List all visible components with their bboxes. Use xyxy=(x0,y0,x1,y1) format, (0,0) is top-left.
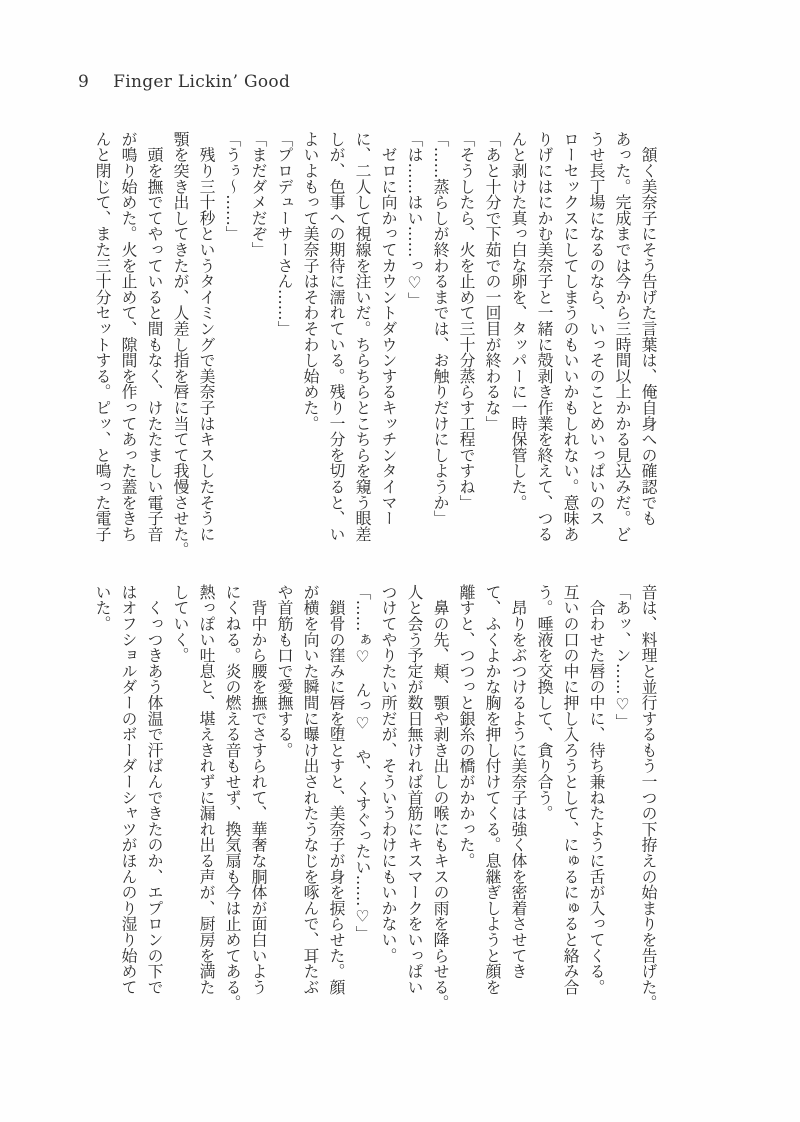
text-line: んと閉じて、また三十分セットする。ピッ、と鳴った電子 xyxy=(93,131,112,542)
text-line: りげにはにかむ美奈子と一緒に殻剥き作業を終えて、つる xyxy=(535,131,554,542)
text-line: 「あと十分で下茹での一回目が終わるな」 xyxy=(483,131,502,432)
text-line: 「あッ、ン……♡」 xyxy=(613,584,632,730)
text-line: にくねる。炎の燃える音もせず、換気扇も今は止めてある。 xyxy=(223,584,242,1011)
text-line: に、二人して視線を注いだ。ちらちらとこちらを窺う眼差 xyxy=(353,131,372,542)
text-line: 鎖骨の窪みに唇を堕とすと、美奈子が身を捩らせた。顔 xyxy=(327,584,346,995)
text-line: 互いの口の中に押し入ろうとして、にゅるにゅると絡み合 xyxy=(561,584,580,995)
text-line: 「まだダメだぞ」 xyxy=(249,131,268,258)
text-line: 離すと、つつっと銀糸の橋がかかった。 xyxy=(457,584,476,869)
text-line: 合わせた唇の中に、待ち兼ねたように舌が入ってくる。 xyxy=(587,584,606,995)
text-line: て、ふくよかな胸を押し付けてくる。息継ぎしようと顔を xyxy=(483,584,502,995)
text-line: あった。完成までは今から三時間以上かかる見込みだ。ど xyxy=(613,131,632,542)
text-line: 鼻の先、頬、顎や剥き出しの喉にもキスの雨を降らせる。 xyxy=(431,584,450,1011)
text-line: 昂りをぶつけるように美奈子は強く体を密着させてき xyxy=(509,584,528,979)
text-line: 「……ぁ♡ んっ♡ や、くすぐったい……♡」 xyxy=(353,584,372,942)
text-line: 「プロデューサーさん……」 xyxy=(275,131,294,337)
lower-text-block xyxy=(89,584,661,1011)
text-line: ゼロに向かってカウントダウンするキッチンタイマー xyxy=(379,131,398,526)
text-line: しが、色事への期待に濡れている。残り一分を切ると、い xyxy=(327,131,346,542)
running-title: Finger Lickin’ Good xyxy=(113,72,291,92)
text-line: や首筋も口で愛撫する。 xyxy=(275,584,294,758)
text-line: 「そうしたら、火を止めて三十分蒸らす工程ですね」 xyxy=(457,131,476,511)
text-line: くっつきあう体温で汗ばんできたのか、エプロンの下で xyxy=(145,584,164,995)
page-number: 9 xyxy=(78,72,90,92)
text-line: 顎を突き出してきたが、人差し指を唇に当てて我慢させた。 xyxy=(171,131,190,558)
text-line: ローセックスにしてしまうのもいいかもしれない。意味あ xyxy=(561,131,580,542)
text-line: 残り三十秒というタイミングで美奈子はキスしたそうに xyxy=(197,131,216,542)
text-line: 音は、料理と並行するもう一つの下拵えの始まりを告げた。 xyxy=(639,584,658,1011)
text-line: はオフショルダーのボーダーシャツがほんのり湿り始めて xyxy=(119,584,138,995)
text-line: が横を向いた瞬間に曝け出されたうなじを啄んで、耳たぶ xyxy=(301,584,320,995)
text-line: 熱っぽい吐息と、堪えきれずに漏れ出る声が、厨房を満た xyxy=(197,584,216,995)
text-line: が鳴り始めた。火を止めて、隙間を作ってあった蓋をきち xyxy=(119,131,138,542)
text-line: 「は……はい……っ♡」 xyxy=(405,131,424,308)
upper-text-block xyxy=(89,131,661,558)
text-line: いた。 xyxy=(93,584,112,632)
text-line: んと剥けた真っ白な卵を、タッパーに一時保管した。 xyxy=(509,131,528,511)
text-line: 「うぅ〜……」 xyxy=(223,131,242,242)
text-line: していく。 xyxy=(171,584,190,663)
page-header xyxy=(78,72,290,92)
text-line: う。唾液を交換して、貪り合う。 xyxy=(535,584,554,821)
text-line: よいよもって美奈子はそわそわし始めた。 xyxy=(301,131,320,432)
text-line: 背中から腰を撫でさすられて、華奢な胴体が面白いよう xyxy=(249,584,268,995)
text-line: 「……蒸らしが終わるまでは、お触りだけにしようか」 xyxy=(431,131,450,526)
text-line: つけてやりたい所だが、そういうわけにもいかない。 xyxy=(379,584,398,964)
text-line: 頷く美奈子にそう告げた言葉は、俺自身への確認でも xyxy=(639,131,658,526)
text-line: うせ長丁場になるのなら、いっそのことめいっぱいのス xyxy=(587,131,606,526)
text-line: 人と会う予定が数日無ければ首筋にキスマークをいっぱい xyxy=(405,584,424,995)
text-line: 頭を撫でてやっていると間もなく、けたたましい電子音 xyxy=(145,131,164,542)
